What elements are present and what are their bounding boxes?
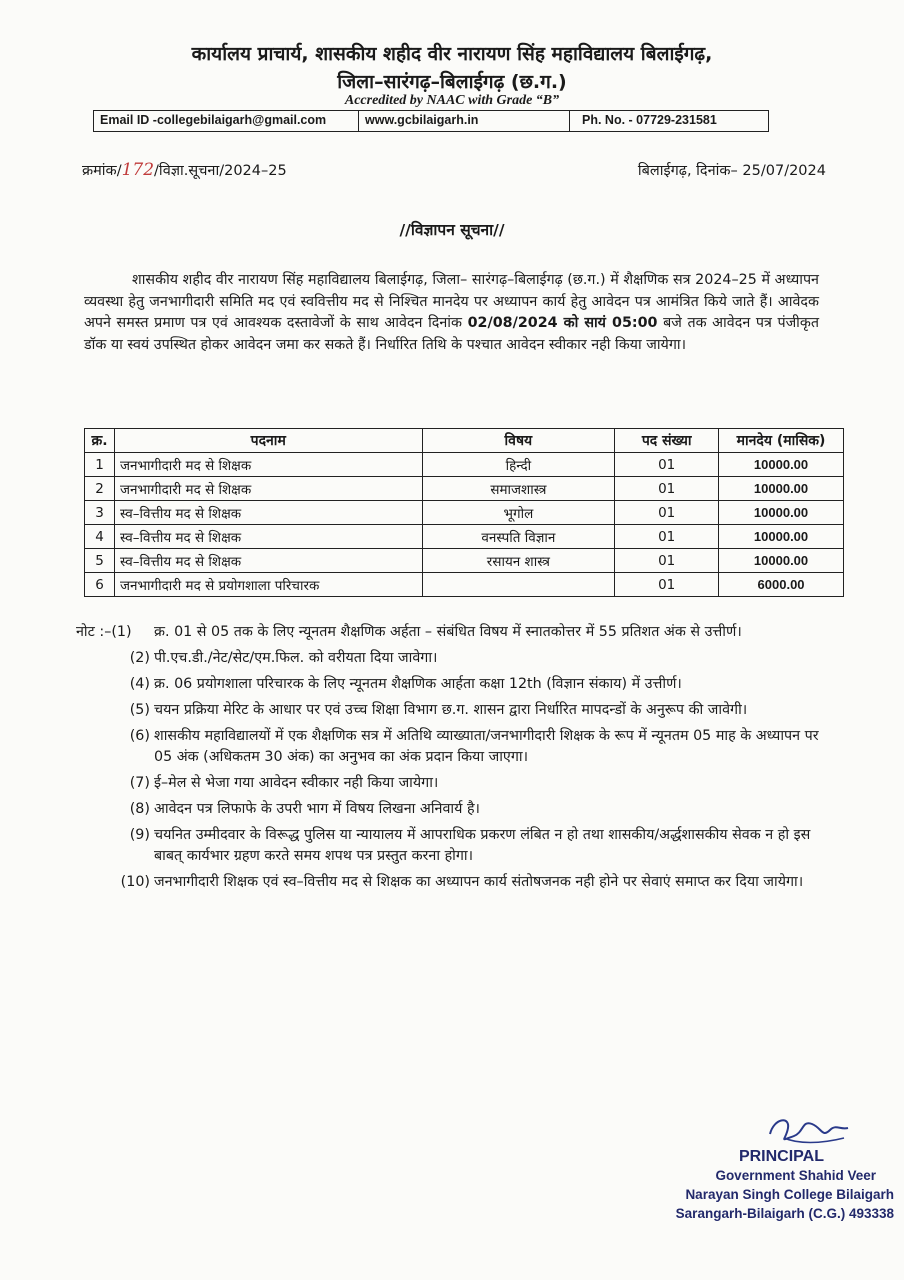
reference-prefix: क्रमांक/ [82,163,122,179]
cell-post: जनभागीदारी मद से शिक्षक [114,453,422,477]
cell-honorarium: 10000.00 [719,549,844,573]
note-text: जनभागीदारी शिक्षक एवं स्व–वित्तीय मद से शिक्षक का अध्यापन कार्य संतोषजनक नही होने पर सेवाएं समाप्त कर दिया जायेगा। [154,874,804,890]
posts-table [84,428,844,597]
cell-subject: रसायन शास्त्र [422,549,615,573]
cell-honorarium: 6000.00 [719,573,844,597]
note-text: पी.एच.डी./नेट/सेट/एम.फिल. को वरीयता दिया जावेगा। [154,650,438,666]
note-label: (10) [120,874,150,890]
header-line-2: जिला–सारंगढ़–बिलाईगढ़ (छ.ग.) [337,71,567,93]
stamp-line-3: Sarangarh-Bilaigarh (C.G.) 493338 [675,1206,894,1221]
note-label: (6) [129,728,150,744]
cell-serial: 3 [85,501,115,525]
contact-bar [93,110,769,132]
col-header-post: पदनाम [114,429,422,453]
table-header-row [85,429,844,453]
intro-text-1: शासकीय शहीद वीर नारायण सिंह महाविद्यालय बिलाईगढ़, जिला– सारंगढ़–बिलाईगढ़ (छ.ग.) में शैक्षणिक सत्र 2024–25 में अध्यापन व्यवस्था हेतु जनभागीदारी समिति मद एवं स्ववित्तीय मद से निश्चित मानदेय पर अध्यापन कार्य हेतु आवेदन पत्र आमंत्रित किये जाते हैं। आवेदक अपने समस्त प्रमाण पत्र एवं आवश्यक दस्तावेजों के साथ आवेदन दिनांक [84,272,819,331]
cell-count: 01 [615,501,719,525]
notes-list [76,622,829,898]
list-item [84,700,829,721]
table-row [85,477,844,501]
list-item [84,648,829,669]
issue-date: बिलाईगढ़, दिनांक– 25/07/2024 [637,163,826,179]
intro-deadline: 02/08/2024 को सायं 05:00 [467,315,658,331]
cell-serial: 5 [85,549,115,573]
table-row [85,573,844,597]
cell-post: स्व–वित्तीय मद से शिक्षक [114,501,422,525]
website-text: www.gcbilaigarh.in [359,111,570,131]
principal-signature-block [634,1108,894,1223]
cell-serial: 6 [85,573,115,597]
note-text: शासकीय महाविद्यालयों में एक शैक्षणिक सत्र में अतिथि व्याख्याता/जनभागीदारी शिक्षक के रूप में न्यूनतम 05 माह के अध्यापन पर 05 अंक (अधिकतम 30 अंक) का अनुभव का अंक प्रदान किया जाएगा। [154,728,819,765]
cell-post: जनभागीदारी मद से शिक्षक [114,477,422,501]
cell-post: स्व–वित्तीय मद से शिक्षक [114,525,422,549]
handwritten-signature [764,1108,854,1148]
cell-count: 01 [615,573,719,597]
note-text: चयन प्रक्रिया मेरिट के आधार पर एवं उच्च शिक्षा विभाग छ.ग. शासन द्वारा निर्धारित मापदन्डों के अनुरूप की जावेगी। [154,702,748,718]
cell-count: 01 [615,525,719,549]
cell-subject: हिन्दी [422,453,615,477]
col-header-honorarium: मानदेय (मासिक) [719,429,844,453]
col-header-subject: विषय [422,429,615,453]
cell-serial: 1 [85,453,115,477]
intro-text-2: बजे तक आवेदन पत्र पंजीकृत डॉक या स्वयं उपस्थित होकर आवेदन जमा कर सकते हैं। निर्धारित तिथि के पश्चात आवेदन स्वीकार नही किया जायेगा। [84,315,820,353]
cell-subject: वनस्पति विज्ञान [422,525,615,549]
reference-suffix: /विज्ञा.सूचना/2024–25 [154,163,287,179]
note-text: आवेदन पत्र लिफाफे के उपरी भाग में विषय लिखना अनिवार्य है। [154,801,480,817]
list-item [84,825,829,867]
cell-post: जनभागीदारी मद से प्रयोगशाला परिचारक [114,573,422,597]
cell-subject [422,573,615,597]
note-label: (7) [129,775,150,791]
note-label: नोट :–(1) [76,624,132,640]
note-label: (2) [129,650,150,666]
note-label: (9) [129,827,150,843]
cell-serial: 4 [85,525,115,549]
principal-title: PRINCIPAL [738,1148,824,1165]
cell-honorarium: 10000.00 [719,525,844,549]
cell-subject: भूगोल [422,501,615,525]
cell-post: स्व–वित्तीय मद से शिक्षक [114,549,422,573]
phone-text: Ph. No. - 07729-231581 [582,113,717,127]
cell-honorarium: 10000.00 [719,477,844,501]
reference-number [82,160,287,180]
cell-honorarium: 10000.00 [719,501,844,525]
list-item [76,622,829,643]
cell-count: 01 [615,549,719,573]
list-item [84,799,829,820]
intro-paragraph [84,270,819,356]
list-item [84,726,829,768]
cell-subject: समाजशास्त्र [422,477,615,501]
note-text: ई–मेल से भेजा गया आवेदन स्वीकार नही किया जायेगा। [154,775,439,791]
col-header-count: पद संख्या [615,429,719,453]
note-text: चयनित उम्मीदवार के विरूद्ध पुलिस या न्यायालय में आपराधिक प्रकरण लंबित न हो तथा शासकीय/अर्द्धशासकीय सेवक न हो इस बाबत् कार्यभार ग्रहण करते समय शपथ पत्र प्रस्तुत करना होगा। [154,827,811,864]
email-text: Email ID -collegebilaigarh@gmail.com [94,111,359,131]
table-row [85,501,844,525]
cell-count: 01 [615,453,719,477]
stamp-line-1: Government Shahid Veer [715,1168,876,1183]
note-label: (4) [129,676,150,692]
handwritten-number: 172 [121,160,155,180]
note-text: क्र. 06 प्रयोगशाला परिचारक के लिए न्यूनतम शैक्षणिक आर्हता कक्षा 12th (विज्ञान संकाय) में उत्तीर्ण। [154,676,682,692]
header-line-1: कार्यालय प्राचार्य, शासकीय शहीद वीर नारायण सिंह महाविद्यालय बिलाईगढ़, [191,43,713,65]
accreditation: Accredited by NAAC with Grade “B” [344,93,560,108]
note-label: (5) [129,702,150,718]
note-text: क्र. 01 से 05 तक के लिए न्यूनतम शैक्षणिक अर्हता – संबंधित विषय में स्नातकोत्तर में 55 प्रतिशत अंक से उत्तीर्ण। [154,624,742,640]
cell-count: 01 [615,477,719,501]
cell-serial: 2 [85,477,115,501]
notice-title: //विज्ञापन सूचना// [399,221,505,239]
note-label: (8) [129,801,150,817]
list-item [84,773,829,794]
cell-honorarium: 10000.00 [719,453,844,477]
list-item [84,674,829,695]
table-row [85,549,844,573]
table-row [85,453,844,477]
table-row [85,525,844,549]
stamp-line-2: Narayan Singh College Bilaigarh [685,1187,894,1202]
list-item [84,872,829,893]
col-header-serial: क्र. [85,429,115,453]
